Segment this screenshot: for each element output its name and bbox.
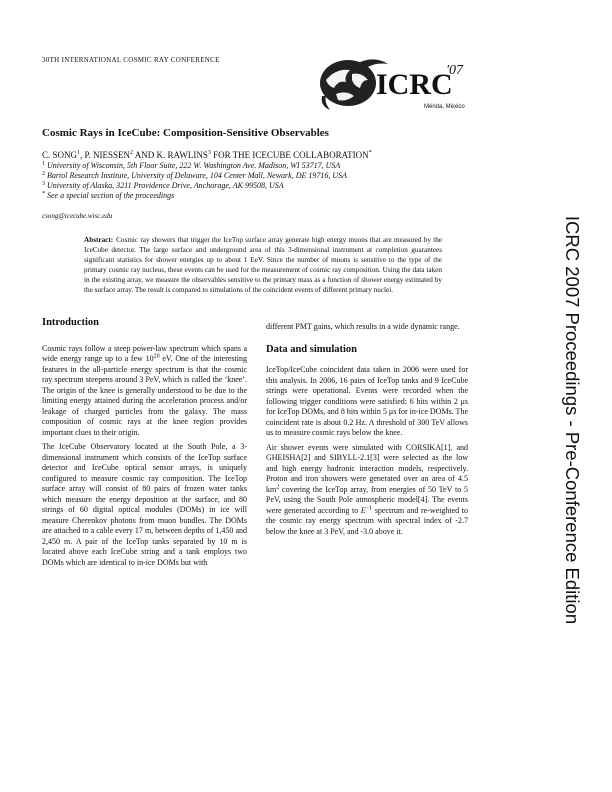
conference-header: 30TH INTERNATIONAL COSMIC RAY CONFERENCE xyxy=(42,56,220,64)
logo-year-text: '07 xyxy=(446,63,463,78)
logo-mark-text: ICRC xyxy=(376,68,453,101)
icrc-logo xyxy=(316,50,476,120)
author-2: P. NIESSEN xyxy=(84,150,131,160)
abstract xyxy=(84,235,442,295)
abstract-text: Cosmic ray showers that trigger the IceTop surface array generate high energy muons that are measured by the IceCube detector. The large surface and underground area of this 3-dimensional instrument at completion guarantees significant statistics for shower energies up to about 1 EeV. Since the number of muons is sensitive to the type of the primary cosmic ray nucleus, these events can be used for the measurement of cosmic ray composition. Using the data taken in the existing array, we measure the observables sensitive to the primary mass as a function of shower energy estimated by the surface array. The result is compared to simulations of the coincident events of different primary nuclei. xyxy=(84,236,442,294)
affiliation-3: $^3$ University of Alaska, 3211 Providence Drive, Anchorage, AK 99508, USA xyxy=(42,181,284,190)
author-line: C. SONG$^1$, P. NIESSEN$^2$ AND K. RAWLINS$^3$ FOR THE ICECUBE COLLABORATION* xyxy=(42,150,372,160)
affiliation-note: * See a special section of the proceedings xyxy=(42,191,175,200)
intro-paragraph-2: The IceCube Observatory located at the South Pole, a 3-dimensional instrument which consists of the IceTop surface detector and IceCube optical sensor arrays, is uniquely configured to measure cosmic ray composition. The IceTop surface array will consist of 80 pairs of frozen water tanks which measure the energy deposition at the surface, and 80 strings of 60 digital optical modules (DOMs) in ice will measure Cherenkov photons from muon bundles. The DOMs are attached to a cable every 17 m, between depths of 1,450 and 2,450 m. A pair of the IceTop tanks separated by 10 m is located above each IceCube string and a tank employs two DOMs which are identical to in-ice DOMs but with xyxy=(42,442,247,567)
proceedings-side-banner: ICRC 2007 Proceedings - Pre-Conference Edition xyxy=(562,215,583,625)
intro-paragraph-continuation: different PMT gains, which results in a wide dynamic range. xyxy=(266,322,460,331)
author-1: C. SONG xyxy=(42,150,78,160)
affiliation-2: $^2$ Bartol Research Institute, University of Delaware, 104 Center Mall, Newark, DE 19716, USA xyxy=(42,171,348,180)
contact-email[interactable]: csong@icecube.wisc.edu xyxy=(42,212,113,220)
left-column xyxy=(42,317,247,572)
collaboration: FOR THE ICECUBE COLLABORATION xyxy=(210,150,369,160)
right-column xyxy=(266,322,468,541)
affiliation-1: $^1$ University of Wisconsin, 5th Floor Suite, 222 W. Washington Ave. Madison, WI 53717, USA xyxy=(42,161,341,170)
section-heading-data-simulation: Data and simulation xyxy=(266,343,358,355)
section-heading-introduction: Introduction xyxy=(42,317,99,328)
intro-paragraph-1: Cosmic rays follow a steep power-law spectrum which spans a wide energy range up to a few $10^{20}$ eV. One of the interesting features in the all-particle energy spectrum is that the cosmic ray spectrum steepens around 3 PeV, which is called the ‘knee’. The origin of the knee is generally understood to be due to the limiting energy attained during the acceleration process and/or leakage of charged particles from the galaxy. The mass composition of cosmic rays at the knee region provides important clues to their origin. xyxy=(42,343,247,437)
abstract-label: Abstract: xyxy=(84,236,114,244)
icrc-logo-graphic xyxy=(316,50,476,120)
author-3: K. RAWLINS xyxy=(156,150,208,160)
data-paragraph-2: Air shower events were simulated with CORSIKA[1], and GHEISHA[2] and SIBYLL-2.1[3] were selected as the low and high energy hadronic interaction models, respectively. Proton and iron showers were generated over an area of 4.5 $km^2$ covering the IceTop array, from energies of 50 TeV to 5 PeV, using the South Pole atmospheric model[4]. The events were generated according to $E^{-1}$ spectrum and re-weighted to the cosmic ray energy spectrum with spectral index of -2.7 below the knee at 3 PeV, and -3.0 above it. xyxy=(266,442,468,536)
data-paragraph-1: IceTop/IceCube coincident data taken in 2006 were used for this analysis. In 2006, 16 pairs of IceTop tanks and 9 IceCube strings were operational. Events were recorded when the following trigger conditions were satisfied: 6 hits within 2 μs for IceTop DOMs, and 8 hits within 5 μs for in-ice DOMs. The coincident rate is about 0.2 Hz. A threshold of 300 TeV allows us to measure cosmic rays below the knee. xyxy=(266,365,468,437)
logo-place-text: Mérida, México xyxy=(424,104,465,110)
paper-title: Cosmic Rays in IceCube: Composition-Sensitive Observables xyxy=(42,127,329,139)
